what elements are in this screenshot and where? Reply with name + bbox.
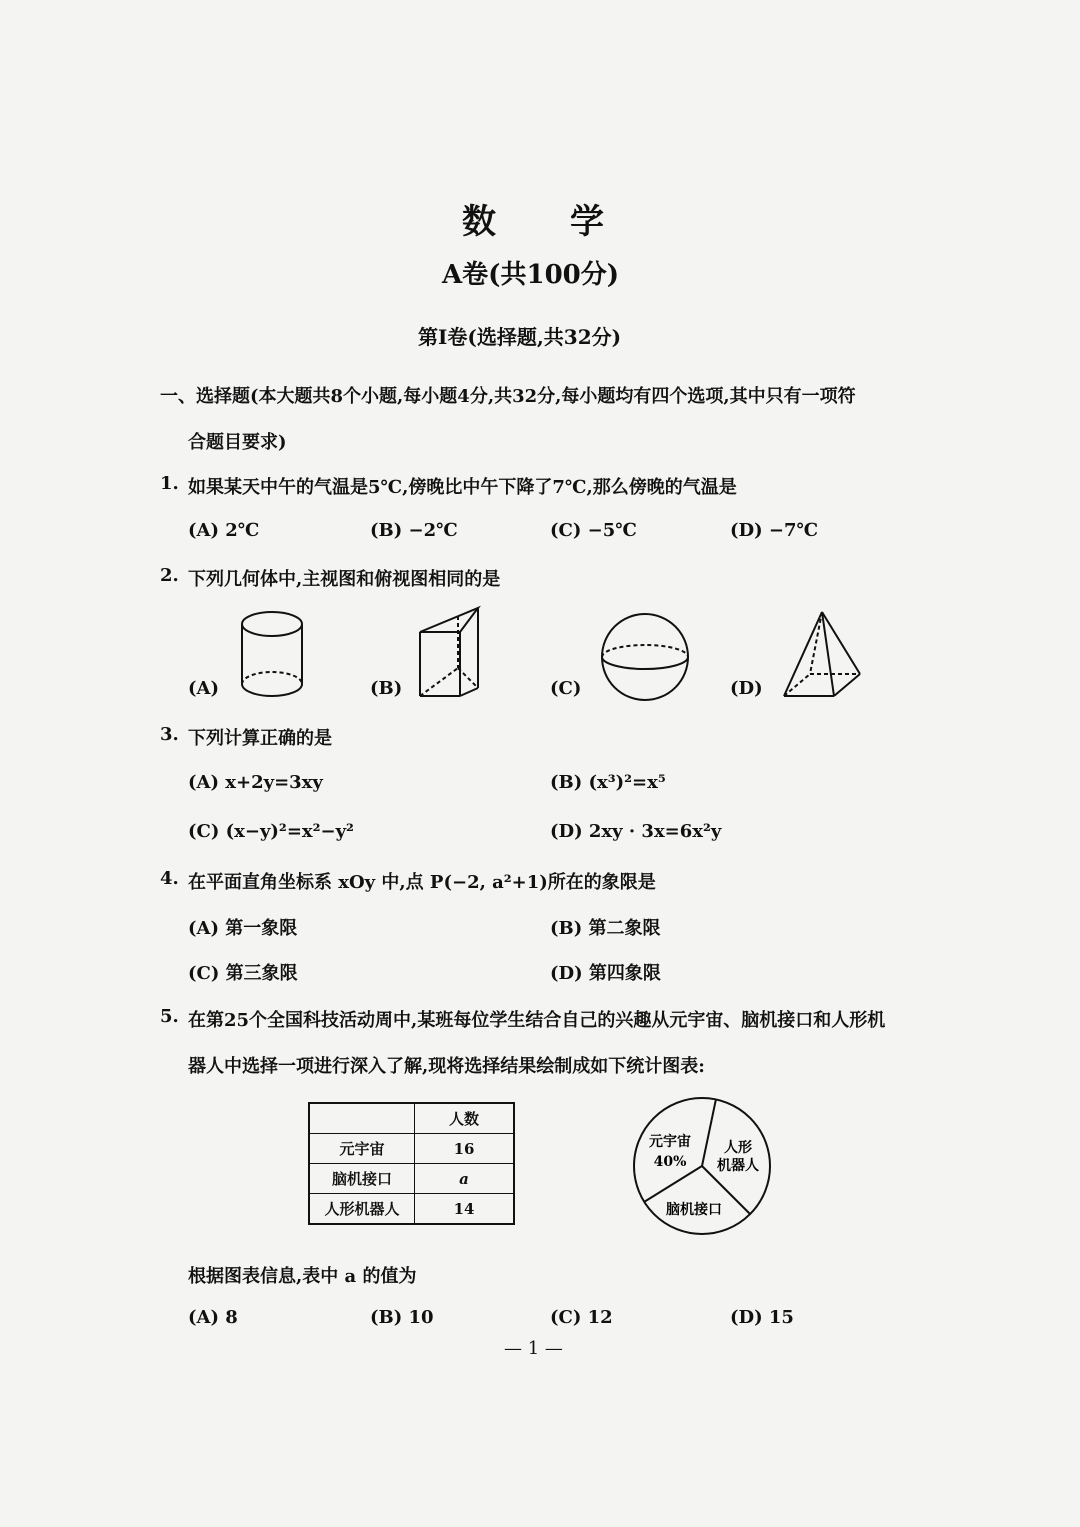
q3-option-a[interactable]: (A) x+2y=3xy <box>188 772 323 793</box>
pie-label-robot-line2: 机器人 <box>717 1158 759 1174</box>
q2-option-b[interactable]: (B) <box>370 678 403 699</box>
question-2-text: 下列几何体中,主视图和俯视图相同的是 <box>188 569 501 590</box>
q3-option-c[interactable]: (C) (x−y)²=x²−y² <box>188 821 354 842</box>
page-number: — 1 — <box>504 1338 563 1359</box>
table-cell: a <box>415 1164 515 1194</box>
pie-label-robot-line1: 人形 <box>724 1140 752 1156</box>
sphere-icon <box>600 612 692 704</box>
q5-option-d[interactable]: (D) 15 <box>730 1307 794 1328</box>
table-row <box>309 1134 514 1164</box>
part-heading: 第Ⅰ卷(选择题,共32分) <box>418 325 622 349</box>
statistics-table <box>308 1102 515 1225</box>
table-cell: 14 <box>415 1194 515 1225</box>
table-cell: 16 <box>415 1134 515 1164</box>
question-5-number: 5. <box>160 1006 179 1027</box>
pie-chart <box>632 1096 774 1238</box>
question-1-number: 1. <box>160 473 179 494</box>
table-cell: 脑机接口 <box>309 1164 415 1194</box>
question-3-text: 下列计算正确的是 <box>188 728 332 749</box>
table-row <box>309 1194 514 1225</box>
q4-option-b[interactable]: (B) 第二象限 <box>550 918 661 939</box>
q1-option-b[interactable]: (B) −2℃ <box>370 520 458 541</box>
cylinder-icon <box>238 610 308 700</box>
square-pyramid-icon <box>782 610 864 702</box>
pie-label-bci: 脑机接口 <box>666 1202 722 1218</box>
page-title: 数 学 <box>462 202 606 242</box>
q2-option-a[interactable]: (A) <box>188 678 219 699</box>
question-4-number: 4. <box>160 868 179 889</box>
q5-option-c[interactable]: (C) 12 <box>550 1307 613 1328</box>
table-cell: 人形机器人 <box>309 1194 415 1225</box>
pie-label-metaverse: 元宇宙 <box>649 1134 691 1150</box>
q4-option-d[interactable]: (D) 第四象限 <box>550 963 661 984</box>
q4-option-c[interactable]: (C) 第三象限 <box>188 963 298 984</box>
paper-subtitle: A卷(共100分) <box>442 260 620 290</box>
question-1-text: 如果某天中午的气温是5℃,傍晚比中午下降了7℃,那么傍晚的气温是 <box>188 477 737 498</box>
q3-option-b[interactable]: (B) (x³)²=x⁵ <box>550 772 666 793</box>
pie-divider-left <box>644 1166 702 1202</box>
question-5-text-line2: 器人中选择一项进行深入了解,现将选择结果绘制成如下统计图表: <box>188 1056 705 1077</box>
pie-label-metaverse-percent: 40% <box>653 1154 687 1170</box>
question-4-text: 在平面直角坐标系 xOy 中,点 P(−2, a²+1)所在的象限是 <box>188 872 656 893</box>
table-header-cell <box>309 1103 415 1134</box>
question-5-prompt: 根据图表信息,表中 a 的值为 <box>188 1266 417 1287</box>
question-3-number: 3. <box>160 724 179 745</box>
triangular-prism-icon <box>418 606 488 700</box>
question-5-text-line1: 在第25个全国科技活动周中,某班每位学生结合自己的兴趣从元宇宙、脑机接口和人形机 <box>188 1010 886 1031</box>
table-header-cell: 人数 <box>415 1103 515 1134</box>
q1-option-d[interactable]: (D) −7℃ <box>730 520 819 541</box>
q4-option-a[interactable]: (A) 第一象限 <box>188 918 298 939</box>
q2-option-c[interactable]: (C) <box>550 678 582 699</box>
section-heading-line1: 一、选择题(本大题共8个小题,每小题4分,共32分,每小题均有四个选项,其中只有一项符 <box>160 386 856 407</box>
q1-option-c[interactable]: (C) −5℃ <box>550 520 637 541</box>
table-header-row <box>309 1103 514 1134</box>
q2-option-d[interactable]: (D) <box>730 678 763 699</box>
table-row <box>309 1164 514 1194</box>
q3-option-d[interactable]: (D) 2xy · 3x=6x²y <box>550 821 722 842</box>
table-cell: 元宇宙 <box>309 1134 415 1164</box>
section-heading-line2: 合题目要求) <box>188 432 287 453</box>
q5-option-b[interactable]: (B) 10 <box>370 1307 434 1328</box>
q1-option-a[interactable]: (A) 2℃ <box>188 520 260 541</box>
question-2-number: 2. <box>160 565 179 586</box>
q5-option-a[interactable]: (A) 8 <box>188 1307 238 1328</box>
pie-divider-top <box>702 1099 716 1166</box>
